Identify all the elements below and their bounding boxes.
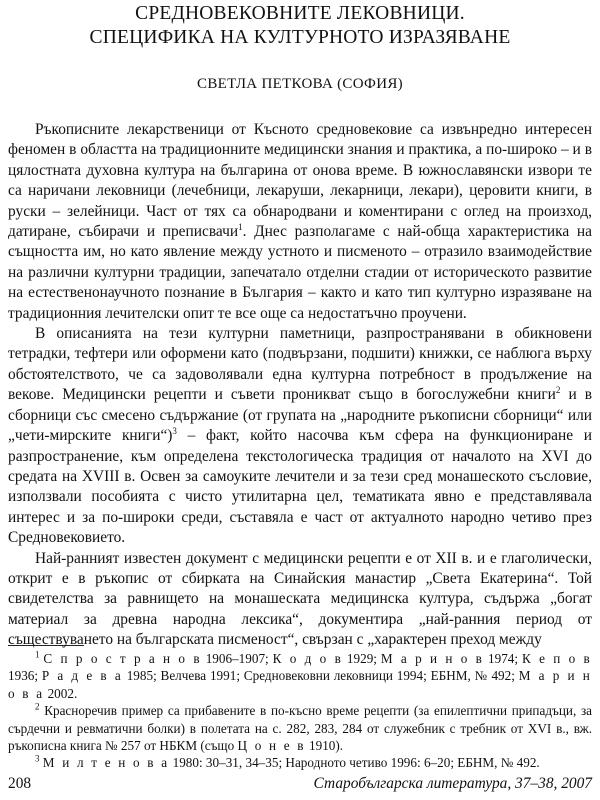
article-title bbox=[0, 2, 600, 50]
footnote-1 bbox=[8, 650, 592, 702]
footnote-1-text: 2002. bbox=[44, 685, 78, 701]
paragraph-2-text-c: – факт, който насочва към сфера на функциониране и разпространение, към определена текстологическа традиция от началото на XVI до средата на XVIII в. Освен за самоуките лечители и за тези сред монашеското съсловие, използвали пособията с чисто утилитарна цел, тематиката явно е представлявала интерес и за по-широки среди, съставяла е част от актуалното народно четиво през Средновековието. bbox=[8, 427, 592, 547]
footnote-1-text: 1906–1907; bbox=[201, 651, 273, 666]
paragraph-2-text-a: В описанията на тези културни паметници, разпространявани в обикновени тетрадки, тефтери или оформени като (подвързани, подшити) книжки, се наблюгa върху обстоятелството, че са задоволявали една културна потребност в продължение на векове. Медицински рецепти и съвети проникват също в богослужебни книги bbox=[8, 325, 592, 404]
footnote-rule bbox=[8, 645, 84, 646]
footnote-ref-1: 1 bbox=[238, 221, 243, 232]
footnote-1-author: Р а д е в а bbox=[41, 668, 123, 684]
footnote-2-text: 1910). bbox=[305, 738, 344, 754]
footnote-1-text: 1929; bbox=[343, 651, 381, 666]
footnote-1-author: М а р и н о в а bbox=[8, 668, 593, 701]
paragraph-1 bbox=[8, 120, 592, 324]
footnote-1-author: К о д о в bbox=[272, 651, 344, 666]
paragraph-3: Най-ранният известен документ с медицински рецепти е от XII в. и е глаголически, открит е в ръкопис от сбирката на Синайския манастир „Света Екатерина“. Той свидетелства за равнището на монашеската медицинска култура, съдържа „богат материал за древна народна лексика“, документира „най-ранния период от съществуването на българската писменост“, свързан с „характерен преход между bbox=[8, 549, 592, 649]
author-line: СВЕТЛА ПЕТКОВА (СОФИЯ) bbox=[197, 76, 403, 92]
paragraph-2-text-b: и в сборници със смесено съдържание (от групата на „народните ръкописни сборници“ или „чети-мирските книги“) bbox=[8, 386, 593, 445]
paragraph-1-text-a: Ръкописните лекарственици от Късното средновековие са извънредно интересен феномен в областта на традиционните медицински знания и практика, а по-широко – и в цялостната духовна култура на българина от онова време. В южнославянски извори те са наричани лековници (лечебници, лекаруши, лекарници, лекари), церовити книги, в руски – зелейници. Част от тях са обнародвани и коментирани с оглед на произход, датиране, събирачи и преписвачи bbox=[8, 121, 592, 241]
footnotes bbox=[8, 650, 592, 772]
running-footer-journal: Старобългарска литература, 37–38, 2007 bbox=[313, 775, 592, 792]
page-number: 208 bbox=[8, 775, 32, 792]
footnote-1-author: М а р и н о в bbox=[380, 651, 485, 666]
footnote-1-author: К е п о в bbox=[521, 651, 592, 666]
footnote-3-text: 1980: 30–31, 34–35; Народното четиво 1996: 6–20; ЕБНМ, № 492. bbox=[169, 755, 540, 771]
article-body bbox=[8, 120, 592, 651]
footnote-1-author: С п р о с т р а н о в bbox=[43, 651, 202, 666]
footnote-1-text: 1936; bbox=[8, 668, 42, 684]
title-line-1: СРЕДНОВЕКОВНИТЕ ЛЕКОВНИЦИ. bbox=[135, 3, 465, 24]
title-line-2: СПЕЦИФИКА НА КУЛТУРНОТО ИЗРАЗЯВАНЕ bbox=[89, 27, 511, 48]
footnote-2-text: Красноречив пример са прибавените в по-късно време рецепти (за епилептични припадъци, за сърдечни и ревматични болки) в полетата на с. 282, 283, 284 от служебник с требник от XVI в., вж. ръкописна книга № 257 от НБКМ (също bbox=[8, 703, 593, 754]
paragraph-2 bbox=[8, 324, 592, 548]
paragraph-1-text-b: . Днес разполагаме с най-обща характеристика на същността им, но като явление между устното и писменото – отразило взаимодействие на различни културни традиции, запечатало отделни стадии от историческото развитие на естественонаучното познание в България – както и като тип културно изразяване на традиционния лечителски опит те все още са недостатъчно проучени. bbox=[8, 223, 592, 322]
footnote-3 bbox=[8, 754, 592, 771]
footnote-1-number: 1 bbox=[35, 649, 40, 660]
footnote-2-number: 2 bbox=[35, 701, 40, 712]
footnote-1-text: 1974; bbox=[484, 651, 522, 666]
footnote-1-text: 1985; Велчева 1991; Средновековни лековници 1994; ЕБНМ, № 492; bbox=[122, 668, 519, 684]
footnote-ref-2: 2 bbox=[555, 385, 561, 396]
footnote-3-number: 3 bbox=[35, 754, 40, 765]
footnote-3-author: М и л т е н о в а bbox=[42, 755, 170, 771]
footnote-2-author: Ц о н е в bbox=[237, 738, 306, 754]
footnote-ref-3: 3 bbox=[172, 425, 177, 436]
footnote-2 bbox=[8, 702, 592, 754]
